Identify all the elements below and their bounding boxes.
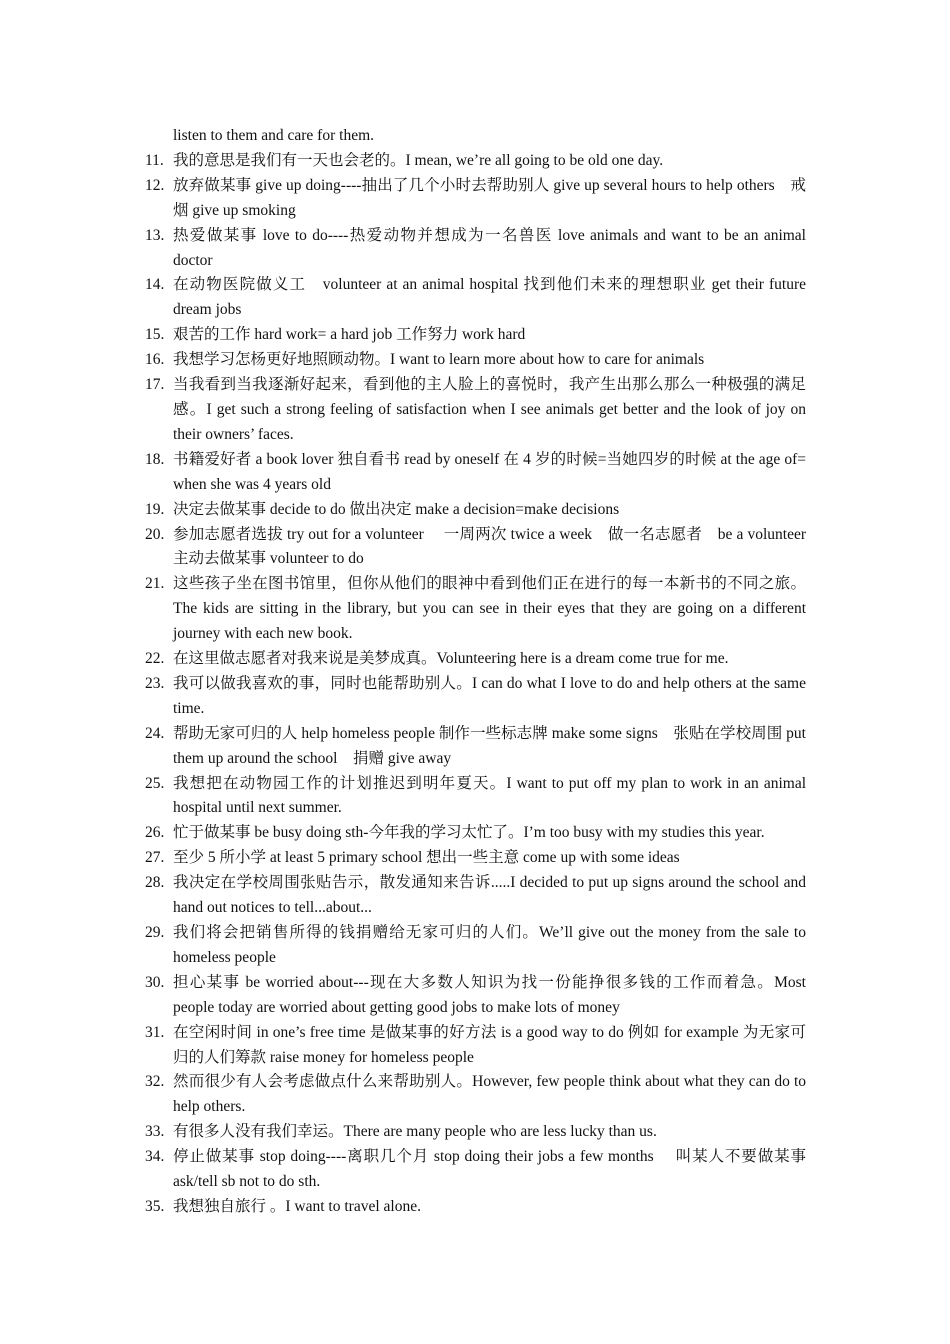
item-number: 18. <box>145 450 165 468</box>
list-item <box>145 174 806 224</box>
item-text: 然而很少有人会考虑做点什么来帮助别人。However, few people think about what they can do to help others. <box>173 1073 806 1116</box>
item-number: 14. <box>145 276 165 294</box>
item-number: 29. <box>145 924 165 941</box>
list-item <box>145 921 806 971</box>
list-item <box>145 572 806 647</box>
item-number: 31. <box>145 1023 165 1041</box>
list-item <box>145 498 806 523</box>
item-text: 在动物医院做义工 volunteer at an animal hospital 找到他们未来的理想职业 get their future dream jobs <box>173 276 806 319</box>
list-item <box>145 722 806 772</box>
item-text: 决定去做某事 decide to do 做出决定 make a decision=make decisions <box>173 500 620 518</box>
item-text: 在这里做志愿者对我来说是美梦成真。Volunteering here is a dream come true for me. <box>173 650 729 668</box>
list-item <box>145 1145 806 1195</box>
item-number: 22. <box>145 650 165 668</box>
item-text: 我想独自旅行 。I want to travel alone. <box>173 1197 421 1215</box>
list-item <box>145 373 806 448</box>
item-number: 30. <box>145 973 165 991</box>
list-item <box>145 323 806 348</box>
list-item <box>145 1021 806 1071</box>
item-number: 20. <box>145 525 165 543</box>
item-text: 书籍爱好者 a book lover 独自看书 read by oneself 在 4 岁的时候=当她四岁的时候 at the age of= when she was 4 years old <box>173 450 806 493</box>
item-number: 16. <box>145 351 165 369</box>
item-text: 忙于做某事 be busy doing sth-今年我的学习太忙了。I’m too busy with my studies this year. <box>173 824 765 842</box>
list-item <box>145 224 806 274</box>
item-number: 12. <box>145 176 165 194</box>
item-text: 放弃做某事 give up doing----抽出了几个小时去帮助别人 give up several hours to help others 戒烟 give up smoking <box>173 176 806 219</box>
item-number: 25. <box>145 774 165 792</box>
item-text: 这些孩子坐在图书馆里，但你从他们的眼神中看到他们正在进行的每一本新书的不同之旅。The kids are sitting in the library, but you can see in their eyes that they are going on a different journey with each new book. <box>173 575 806 643</box>
item-number: 19. <box>145 500 165 518</box>
vocabulary-list <box>145 124 822 1220</box>
item-number: 26. <box>145 824 165 842</box>
item-text: 帮助无家可归的人 help homeless people 制作一些标志牌 make some signs 张贴在学校周围 put them up around the school 捐赠 give away <box>173 724 806 767</box>
continued-line: listen to them and care for them. <box>173 127 375 144</box>
numbered-items <box>145 149 822 1220</box>
list-item <box>145 971 806 1021</box>
list-item <box>145 821 806 846</box>
item-number: 32. <box>145 1073 165 1091</box>
item-number: 15. <box>145 326 165 344</box>
list-item <box>145 273 806 323</box>
item-number: 27. <box>145 849 165 867</box>
item-text: 艰苦的工作 hard work= a hard job 工作努力 work hard <box>173 326 526 344</box>
list-item <box>145 1120 806 1145</box>
list-item <box>145 672 806 722</box>
list-item <box>145 448 806 498</box>
item-number: 24. <box>145 724 165 742</box>
item-text: 至少 5 所小学 at least 5 primary school 想出一些主意 come up with some ideas <box>173 849 680 867</box>
item-text: 我们将会把销售所得的钱捐赠给无家可归的人们。We’ll give out the money from the sale to homeless people <box>173 924 806 966</box>
item-number: 13. <box>145 226 165 244</box>
item-text: 热爱做某事 love to do----热爱动物并想成为一名兽医 love animals and want to be an animal doctor <box>173 226 806 269</box>
item-number: 33. <box>145 1123 165 1141</box>
item-text: 我决定在学校周围张贴告示，散发通知来告诉.....I decided to put up signs around the school and hand out notices to tell...about... <box>173 874 806 917</box>
item-text: 有很多人没有我们幸运。There are many people who are less lucky than us. <box>173 1123 657 1141</box>
item-text: 我可以做我喜欢的事，同时也能帮助别人。I can do what I love to do and help others at the same time. <box>173 674 806 717</box>
item-number: 34. <box>145 1148 165 1166</box>
list-item <box>145 149 806 174</box>
item-text: 我想学习怎杨更好地照顾动物。I want to learn more about how to care for animals <box>173 351 705 369</box>
item-text: 当我看到当我逐渐好起来，看到他的主人脸上的喜悦时，我产生出那么那么一种极强的满足感。I get such a strong feeling of satisfaction when I see animals get better and the look of joy on their owners’ faces. <box>173 376 806 443</box>
list-item <box>145 1195 806 1220</box>
list-item <box>145 348 806 373</box>
item-text: 参加志愿者选拔 try out for a volunteer 一周两次 twice a week 做一名志愿者 be a volunteer 主动去做某事 volunteer to do <box>173 525 822 568</box>
item-text: 我想把在动物园工作的计划推迟到明年夏天。I want to put off my plan to work in an animal hospital until next summer. <box>173 774 806 817</box>
item-text: 在空闲时间 in one’s free time 是做某事的好方法 is a good way to do 例如 for example 为无家可归的人们筹款 raise money for homeless people <box>173 1023 806 1066</box>
item-number: 17. <box>145 376 165 394</box>
list-item <box>145 871 806 921</box>
list-item <box>145 523 822 573</box>
item-text: 我的意思是我们有一天也会老的。I mean, we’re all going to be old one day. <box>173 151 664 169</box>
list-item <box>145 772 806 822</box>
item-text: 停止做某事 stop doing----离职几个月 stop doing their jobs a few months 叫某人不要做某事 ask/tell sb not to do sth. <box>173 1148 806 1191</box>
item-number: 28. <box>145 874 165 892</box>
list-item <box>145 846 806 871</box>
item-number: 23. <box>145 674 165 692</box>
list-item <box>145 647 806 672</box>
item-number: 21. <box>145 575 165 593</box>
item-text: 担心某事 be worried about---现在大多数人知识为找一份能挣很多钱的工作而着急。Most people today are worried about getting good jobs to make lots of money <box>173 973 806 1016</box>
item-number: 11. <box>145 151 164 169</box>
list-item <box>145 1070 806 1120</box>
item-number: 35. <box>145 1197 165 1215</box>
